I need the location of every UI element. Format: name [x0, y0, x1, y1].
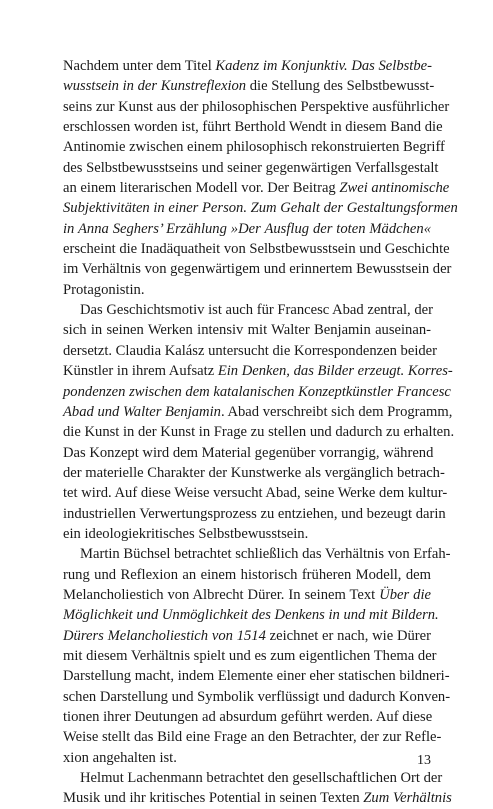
text-span: Martin Büchsel betrachtet schließlich das Verhältnis von Erfah-	[80, 546, 451, 563]
text-span: tionen ihrer Deutungen ad absurdum geführt werden. Auf diese	[63, 709, 433, 725]
text-span: xion angehalten ist.	[63, 749, 177, 766]
text-line	[63, 504, 446, 524]
text-span: rung und Reflexion an einem historisch früheren Modell, dem	[63, 566, 431, 583]
text-span: Das Konzept wird dem Material gegenüber vorrangig, während	[63, 444, 434, 461]
text-line	[63, 666, 450, 686]
text-line	[63, 320, 431, 340]
title-italic: Zwei antinomische	[339, 180, 450, 197]
text-span: im Verhältnis von gegenwärtigem und erinnertem Bewusstsein der	[63, 261, 452, 278]
title-italic: Dürers Melancholiestich von 1514	[63, 627, 266, 644]
text-line	[63, 300, 431, 320]
text-line	[63, 483, 448, 503]
text-line	[63, 382, 451, 402]
text-span: die Stellung des Selbstbewusst-	[246, 78, 435, 95]
title-italic: wusstsein in der Kunstreflexion	[63, 78, 247, 95]
text-span: dersetzt. Claudia Kalász untersucht die Korrespondenzen beider	[63, 342, 438, 359]
text-span: Musik und ihr kritisches Potential in seinen Texten	[63, 790, 364, 807]
text-line	[63, 748, 431, 768]
text-span: Darstellung macht, indem Elemente einer eher statischen bildneri-	[63, 668, 450, 685]
text-span: Melancholiestich von Albrecht Dürer. In seinem Text	[63, 586, 380, 603]
text-span: sich in seinen Werken intensiv mit Walter Benjamin auseinan-	[63, 322, 431, 339]
text-span: an einem literarischen Modell vor. Der Beitrag	[63, 180, 340, 197]
text-line	[63, 626, 431, 646]
text-line	[63, 605, 439, 625]
text-span: zeichnet er nach, wie Dürer	[265, 627, 431, 644]
text-line	[63, 687, 451, 707]
title-italic: Über die	[379, 586, 431, 603]
text-line	[63, 565, 431, 585]
text-span: Weise stellt das Bild eine Frage an den Betrachter, der zur Refle-	[63, 729, 442, 746]
title-italic: Kadenz im Konjunktiv. Das Selbstbe-	[215, 58, 432, 74]
text-line	[63, 178, 450, 198]
title-italic: Ein Denken, das Bilder erzeugt. Korres-	[217, 363, 453, 380]
text-span: ein ideologiekritisches Selbstbewusstsein.	[63, 525, 309, 542]
text-span: Nachdem unter dem Titel	[63, 58, 216, 74]
text-line	[63, 117, 443, 137]
text-line	[63, 768, 443, 788]
text-line	[63, 198, 458, 218]
text-line	[63, 361, 453, 381]
text-span: Protagonistin.	[63, 281, 145, 298]
text-line	[63, 727, 442, 747]
text-line	[63, 443, 434, 463]
text-span: erscheint die Inadäquatheit von Selbstbewusstsein und Geschichte	[63, 241, 450, 258]
text-line	[63, 788, 452, 808]
text-line	[63, 585, 431, 605]
text-line	[63, 56, 431, 76]
text-span: des Selbstbewusstseins und seiner gegenwärtigen Verfallsgestalt	[63, 159, 439, 176]
text-line	[63, 341, 438, 361]
text-span: Helmut Lachenmann betrachtet den gesellschaftlichen Ort der	[80, 770, 443, 787]
text-line	[63, 97, 450, 117]
text-span: seins zur Kunst aus der philosophischen Perspektive ausführlicher	[63, 98, 450, 115]
title-italic: Möglichkeit und Unmöglichkeit des Denkens in und mit Bildern.	[63, 607, 439, 624]
text-span: Das Geschichtsmotiv ist auch für Francesc Abad zentral, der	[80, 302, 433, 319]
text-line	[63, 76, 435, 96]
text-span: erschlossen worden ist, führt Berthold Wendt in diesem Band die	[63, 119, 443, 136]
text-span: der materielle Charakter der Kunstwerke als vergänglich betrach-	[63, 464, 445, 481]
text-line	[63, 239, 450, 259]
text-span: die Kunst in der Kunst in Frage zu stellen und dadurch zu erhalten.	[63, 424, 455, 441]
text-line	[63, 137, 445, 157]
text-line	[63, 646, 437, 666]
title-italic: in Anna Seghers’ Erzählung »Der Ausflug der toten Mädchen«	[63, 220, 431, 237]
text-line	[63, 524, 431, 544]
text-line	[63, 219, 431, 239]
text-span: Antinomie zwischen einem philosophisch rekonstruierten Begriff	[63, 139, 445, 156]
page-number: 13	[417, 753, 431, 768]
title-italic: Subjektivitäten in einer Person. Zum Gehalt der Gestaltungsformen	[63, 200, 458, 217]
text-line	[63, 422, 455, 442]
title-italic: pondenzen zwischen dem katalanischen Konzeptkünstler Francesc	[63, 383, 451, 400]
title-italic: Zum Verhältnis	[363, 790, 452, 807]
title-italic: Abad und Walter Benjamin	[63, 403, 221, 420]
text-span: schen Darstellung und Symbolik verflüssigt und dadurch Konven-	[63, 688, 451, 705]
text-span: tet wird. Auf diese Weise versucht Abad, seine Werke dem kultur-	[63, 485, 448, 502]
text-line	[63, 463, 445, 483]
text-line	[63, 280, 431, 300]
body-text	[63, 56, 458, 809]
text-span: mit diesem Verhältnis spielt und es zum eigentlichen Thema der	[63, 647, 437, 664]
text-line	[63, 544, 451, 564]
text-line	[63, 707, 431, 727]
text-line	[63, 402, 453, 422]
text-span: . Abad verschreibt sich dem Programm,	[220, 403, 453, 420]
text-span: industriellen Verwertungsprozess zu entziehen, und bezeugt darin	[63, 505, 446, 522]
text-span: Künstler in ihrem Aufsatz	[63, 363, 218, 380]
text-line	[63, 158, 439, 178]
text-line	[63, 259, 452, 279]
